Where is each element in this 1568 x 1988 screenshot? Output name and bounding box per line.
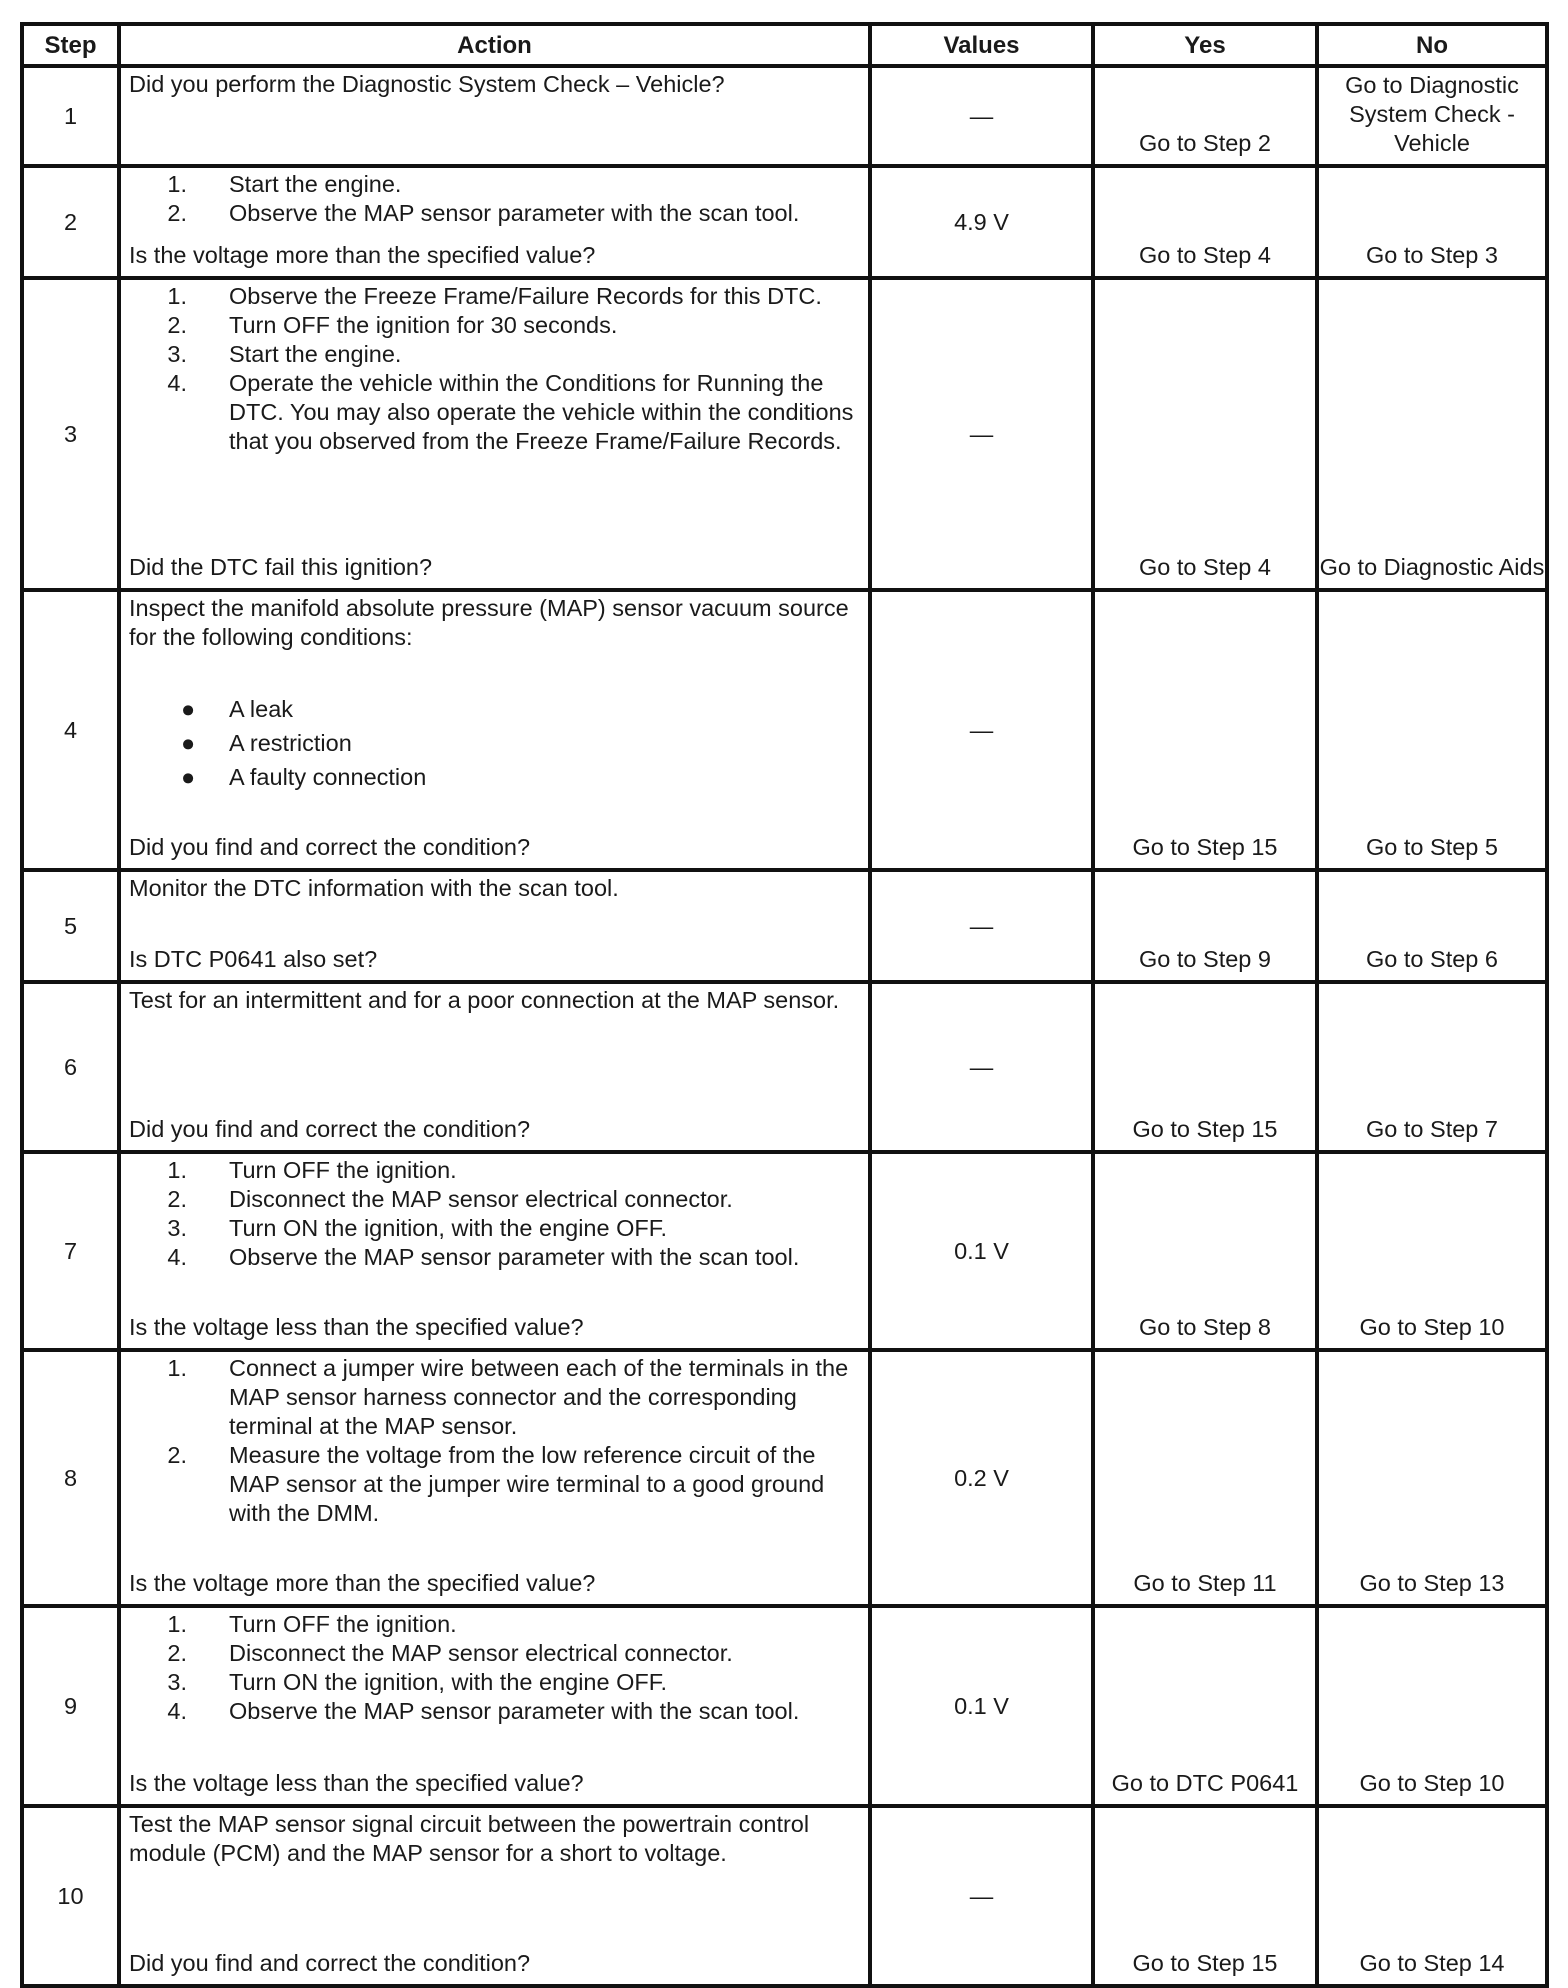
action-question: Did the DTC fail this ignition? [129,554,433,580]
action-step [129,170,864,199]
step-number: 10 [22,1806,119,1986]
action-step-text: Observe the MAP sensor parameter with the scan tool. [229,200,800,226]
yes-cell: Go to DTC P0641 [1093,1606,1317,1806]
action-step-number: 4. [167,1244,187,1270]
action-intro: Monitor the DTC information with the scan tool. [129,875,619,901]
action-step-text: Turn OFF the ignition. [229,1157,457,1183]
table-row [22,590,1547,870]
yes-cell: Go to Step 9 [1093,870,1317,982]
header-yes: Yes [1093,24,1317,66]
action-step [129,340,864,369]
action-step [129,369,864,456]
action-question: Is DTC P0641 also set? [129,946,378,972]
action-step [129,1668,864,1697]
action-question: Did you find and correct the condition? [129,834,531,860]
no-cell: Go to Step 3 [1317,166,1547,278]
action-step [129,1243,864,1272]
action-step-number: 4. [167,370,187,396]
value-cell: — [870,982,1093,1152]
yes-cell: Go to Step 4 [1093,166,1317,278]
table-body [22,66,1547,1986]
yes-cell: Go to Step 8 [1093,1152,1317,1350]
action-cell [119,870,870,982]
action-step-number: 1. [167,1355,187,1381]
table-row [22,66,1547,166]
action-cell [119,1350,870,1606]
no-cell: Go to Step 13 [1317,1350,1547,1606]
action-cell [119,66,870,166]
action-step-number: 2. [167,200,187,226]
action-step-text: Operate the vehicle within the Conditions for Running the DTC. You may also operate the vehicle within the conditions that you observed from the Freeze Frame/Failure Records. [229,370,854,454]
no-cell: Go to Diagnostic System Check - Vehicle [1317,66,1547,166]
yes-cell: Go to Step 15 [1093,982,1317,1152]
action-intro: Test the MAP sensor signal circuit between the powertrain control module (PCM) and the MAP sensor for a short to voltage. [129,1811,810,1866]
condition-text: A leak [229,696,294,722]
action-step-number: 3. [167,1669,187,1695]
no-cell: Go to Step 7 [1317,982,1547,1152]
step-number: 6 [22,982,119,1152]
action-step-number: 2. [167,1186,187,1212]
table-row [22,1606,1547,1806]
value-cell: 0.2 V [870,1350,1093,1606]
action-step-text: Turn OFF the ignition. [229,1611,457,1637]
header-no: No [1317,24,1547,66]
yes-cell: Go to Step 4 [1093,278,1317,590]
action-question: Did you find and correct the condition? [129,1116,531,1142]
value-cell: 4.9 V [870,166,1093,278]
value-cell: 0.1 V [870,1606,1093,1806]
action-step-text: Start the engine. [229,341,402,367]
action-question: Is the voltage less than the specified value? [129,1770,584,1796]
action-step [129,1697,864,1726]
action-cell [119,1606,870,1806]
action-step-text: Measure the voltage from the low reference circuit of the MAP sensor at the jumper wire terminal to a good ground with the DMM. [229,1442,825,1526]
action-step-number: 1. [167,171,187,197]
action-cell [119,982,870,1152]
table-row [22,1806,1547,1986]
yes-cell: Go to Step 15 [1093,1806,1317,1986]
action-steps [129,1156,864,1272]
action-steps [129,1354,864,1528]
action-step-text: Observe the MAP sensor parameter with the scan tool. [229,1244,800,1270]
action-step-number: 2. [167,1640,187,1666]
header-values: Values [870,24,1093,66]
table-row [22,166,1547,278]
yes-cell: Go to Step 2 [1093,66,1317,166]
action-step [129,1610,864,1639]
no-cell: Go to Step 10 [1317,1606,1547,1806]
action-steps [129,1610,864,1726]
bullet-icon: ● [181,730,196,756]
action-steps [129,170,864,228]
action-step [129,282,864,311]
action-step [129,1354,864,1441]
action-step [129,1441,864,1528]
table-row [22,278,1547,590]
table-row [22,1152,1547,1350]
action-step-number: 2. [167,312,187,338]
action-cell [119,278,870,590]
condition-item [129,726,864,760]
value-cell: — [870,278,1093,590]
action-intro: Test for an intermittent and for a poor connection at the MAP sensor. [129,987,840,1013]
action-step-text: Observe the MAP sensor parameter with the scan tool. [229,1698,800,1724]
action-step-number: 1. [167,283,187,309]
action-step [129,1639,864,1668]
action-intro: Inspect the manifold absolute pressure (MAP) sensor vacuum source for the following conditions: [129,595,849,650]
no-cell: Go to Step 5 [1317,590,1547,870]
step-number: 7 [22,1152,119,1350]
bullet-icon: ● [181,764,196,790]
value-cell: — [870,590,1093,870]
action-step-text: Start the engine. [229,171,402,197]
value-cell: — [870,1806,1093,1986]
bullet-icon: ● [181,696,196,722]
step-number: 8 [22,1350,119,1606]
no-cell: Go to Step 14 [1317,1806,1547,1986]
action-steps [129,282,864,456]
condition-list [129,692,864,794]
value-cell: — [870,66,1093,166]
action-step-text: Turn ON the ignition, with the engine OFF. [229,1669,668,1695]
action-step-number: 1. [167,1157,187,1183]
no-cell: Go to Diagnostic Aids [1317,278,1547,590]
step-number: 4 [22,590,119,870]
header-action: Action [119,24,870,66]
action-step-number: 2. [167,1442,187,1468]
step-number: 5 [22,870,119,982]
table-row [22,982,1547,1152]
action-step-number: 4. [167,1698,187,1724]
action-question: Is the voltage less than the specified value? [129,1314,584,1340]
yes-cell: Go to Step 15 [1093,590,1317,870]
action-step-number: 1. [167,1611,187,1637]
action-question: Is the voltage more than the specified value? [129,242,596,268]
action-question: Did you find and correct the condition? [129,1950,531,1976]
condition-item [129,692,864,726]
table-row [22,870,1547,982]
action-step [129,1185,864,1214]
header-step: Step [22,24,119,66]
action-step-number: 3. [167,341,187,367]
table-row [22,1350,1547,1606]
action-question: Is the voltage more than the specified value? [129,1570,596,1596]
action-step-number: 3. [167,1215,187,1241]
step-number: 3 [22,278,119,590]
action-intro: Did you perform the Diagnostic System Check – Vehicle? [129,71,725,97]
no-cell: Go to Step 6 [1317,870,1547,982]
action-step-text: Disconnect the MAP sensor electrical connector. [229,1186,733,1212]
action-step [129,1214,864,1243]
condition-item [129,760,864,794]
action-step-text: Observe the Freeze Frame/Failure Records for this DTC. [229,283,822,309]
action-cell [119,1806,870,1986]
step-number: 1 [22,66,119,166]
step-number: 2 [22,166,119,278]
action-step-text: Disconnect the MAP sensor electrical connector. [229,1640,733,1666]
no-cell: Go to Step 10 [1317,1152,1547,1350]
header-row [22,24,1547,66]
value-cell: — [870,870,1093,982]
action-cell [119,590,870,870]
yes-cell: Go to Step 11 [1093,1350,1317,1606]
action-step-text: Connect a jumper wire between each of the terminals in the MAP sensor harness connector and the corresponding terminal at the MAP sensor. [229,1355,849,1439]
action-step-text: Turn OFF the ignition for 30 seconds. [229,312,618,338]
action-cell [119,1152,870,1350]
action-step [129,311,864,340]
action-cell [119,166,870,278]
action-step-text: Turn ON the ignition, with the engine OFF. [229,1215,668,1241]
action-step [129,1156,864,1185]
condition-text: A faulty connection [229,764,427,790]
diagnostic-table [20,22,1549,1988]
step-number: 9 [22,1606,119,1806]
action-step [129,199,864,228]
value-cell: 0.1 V [870,1152,1093,1350]
condition-text: A restriction [229,730,352,756]
